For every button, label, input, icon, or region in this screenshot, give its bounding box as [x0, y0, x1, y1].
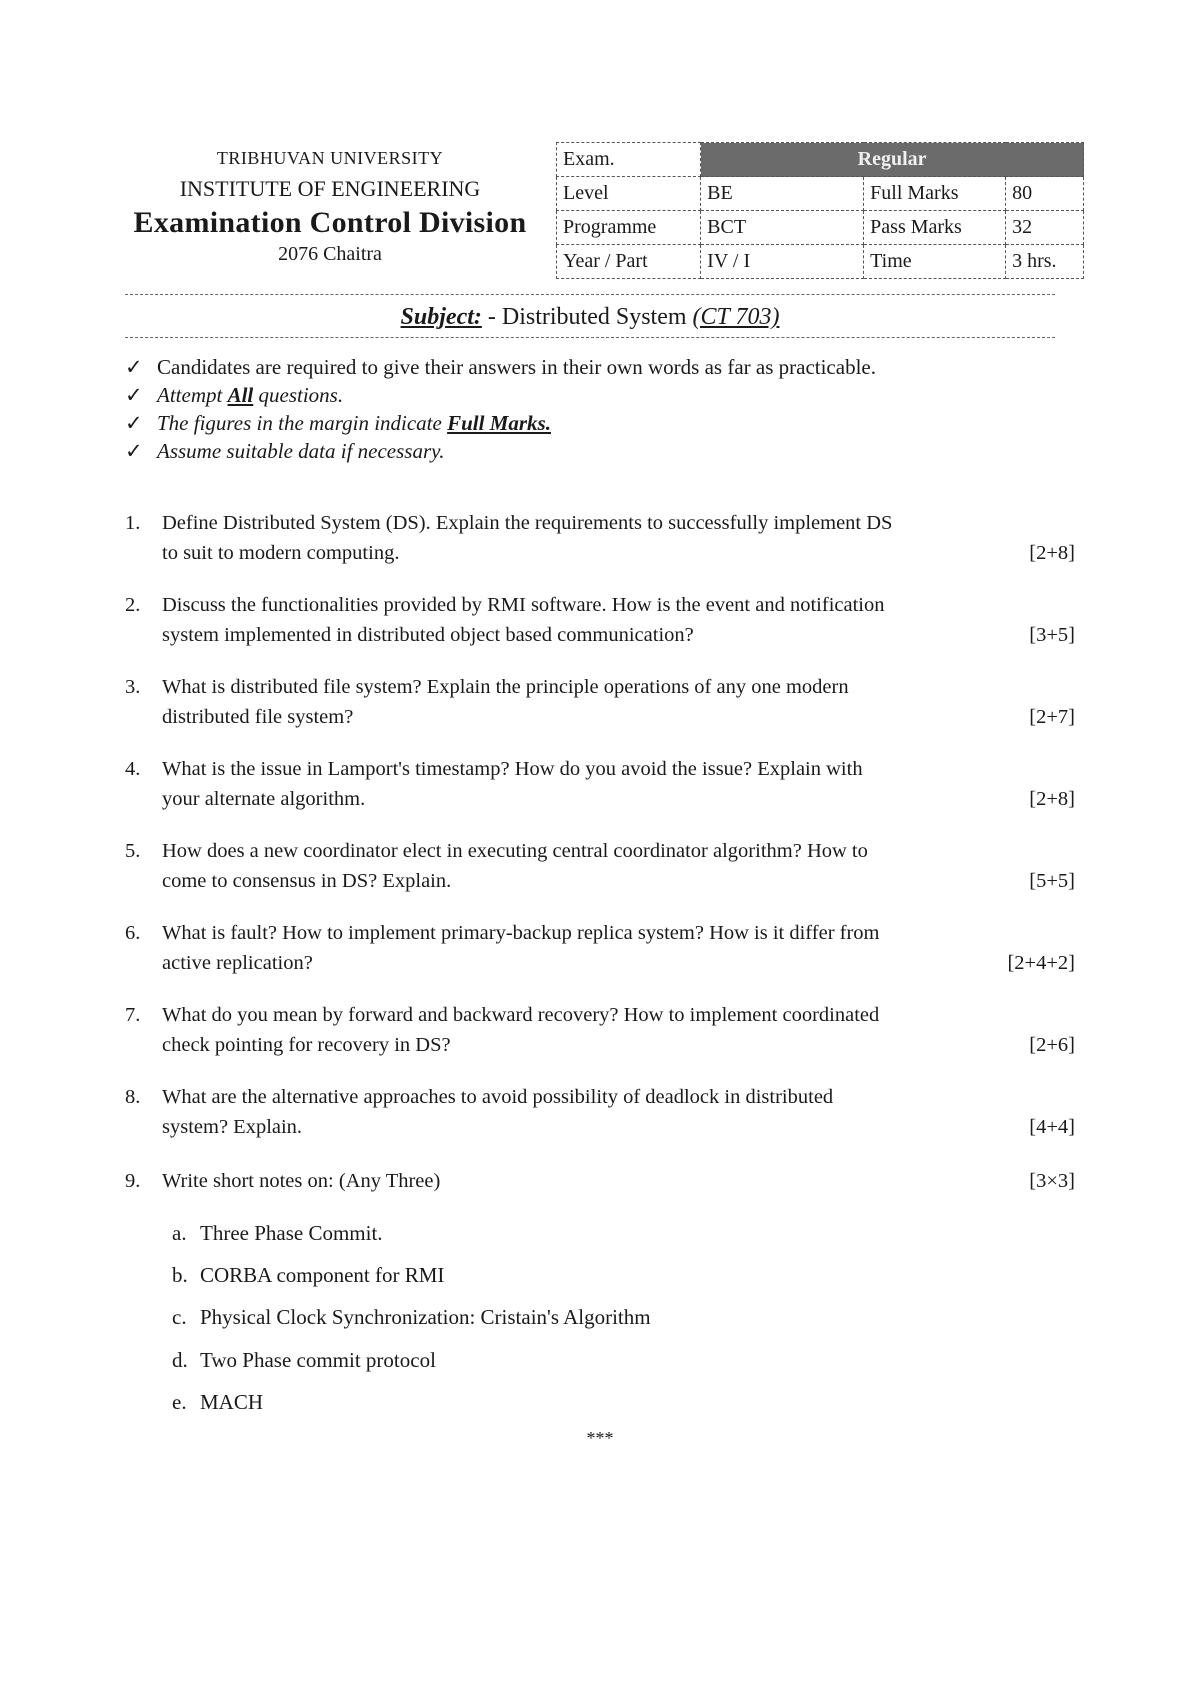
question-marks: [2+6] — [1029, 1034, 1075, 1056]
question-8 — [125, 1082, 1075, 1142]
checkmark-icon: ✓ — [125, 439, 143, 463]
question-text: distributed file system? — [162, 706, 354, 728]
programme-row — [557, 211, 1084, 245]
level-row — [557, 177, 1084, 211]
checkmark-icon: ✓ — [125, 411, 143, 435]
short-note-letter: b. — [172, 1263, 188, 1287]
question-text: check pointing for recovery in DS? — [162, 1034, 451, 1056]
programme-label: Programme — [557, 211, 701, 245]
instruction-text: Assume suitable data if necessary. — [157, 439, 445, 463]
question-marks: [3×3] — [1029, 1170, 1075, 1192]
instruction-emphasis: All — [227, 383, 254, 407]
exam-session: 2076 Chaitra — [278, 243, 382, 265]
time-label: Time — [864, 245, 1006, 279]
checkmark-icon: ✓ — [125, 383, 143, 407]
question-text: Discuss the functionalities provided by RMI software. How is the event and notification — [162, 594, 885, 616]
instruction-text: The figures in the margin indicate — [157, 411, 448, 435]
short-note-text: Physical Clock Synchronization: Cristain's Algorithm — [200, 1305, 651, 1329]
question-9 — [125, 1166, 1075, 1196]
question-6 — [125, 918, 1075, 978]
short-note-c — [172, 1305, 651, 1330]
question-text: system implemented in distributed object based communication? — [162, 624, 694, 646]
question-number: 1. — [125, 512, 141, 534]
question-number: 3. — [125, 676, 141, 698]
question-7 — [125, 1000, 1075, 1060]
level-label: Level — [557, 177, 701, 211]
time-value: 3 hrs. — [1006, 245, 1084, 279]
question-text: How does a new coordinator elect in executing central coordinator algorithm? How to — [162, 840, 868, 862]
question-marks: [2+8] — [1029, 542, 1075, 564]
question-marks: [2+4+2] — [1007, 952, 1075, 974]
question-text: system? Explain. — [162, 1116, 303, 1138]
subject-code: (CT 703) — [692, 304, 780, 330]
instruction-text: Attempt — [157, 383, 228, 407]
pass-marks-value: 32 — [1006, 211, 1084, 245]
instruction-2 — [125, 383, 343, 408]
short-note-b — [172, 1263, 444, 1288]
programme-value: BCT — [701, 211, 864, 245]
question-text: your alternate algorithm. — [162, 788, 366, 810]
instruction-emphasis: Full Marks. — [447, 411, 551, 435]
full-marks-label: Full Marks — [864, 177, 1006, 211]
question-marks: [2+7] — [1029, 706, 1075, 728]
year-part-value: IV / I — [701, 245, 864, 279]
instruction-text: Candidates are required to give their answers in their own words as far as practicable. — [157, 355, 876, 379]
question-number: 7. — [125, 1004, 141, 1026]
question-number: 4. — [125, 758, 141, 780]
year-part-row — [557, 245, 1084, 279]
question-marks: [5+5] — [1029, 870, 1075, 892]
question-text: active replication? — [162, 952, 313, 974]
short-note-text: MACH — [200, 1390, 264, 1414]
question-number: 2. — [125, 594, 141, 616]
question-text: Write short notes on: (Any Three) — [162, 1170, 441, 1192]
university-name: TRIBHUVAN UNIVERSITY — [216, 148, 444, 168]
question-4 — [125, 754, 1075, 814]
short-note-letter: c. — [172, 1305, 187, 1329]
question-text: What is the issue in Lamport's timestamp? How do you avoid the issue? Explain with — [162, 758, 863, 780]
question-text: come to consensus in DS? Explain. — [162, 870, 452, 892]
short-note-text: CORBA component for RMI — [200, 1263, 445, 1287]
instruction-3 — [125, 411, 551, 436]
short-note-text: Two Phase commit protocol — [200, 1348, 436, 1372]
question-text: to suit to modern computing. — [162, 542, 400, 564]
end-mark: *** — [586, 1428, 614, 1448]
question-5 — [125, 836, 1075, 896]
question-text: What are the alternative approaches to avoid possibility of deadlock in distributed — [162, 1086, 834, 1108]
level-value: BE — [701, 177, 864, 211]
subject-label: Subject: — [400, 304, 482, 330]
short-note-e — [172, 1390, 263, 1415]
year-part-label: Year / Part — [557, 245, 701, 279]
divider-bottom — [125, 337, 1055, 338]
pass-marks-label: Pass Marks — [864, 211, 1006, 245]
subject-line — [125, 304, 1055, 331]
question-marks: [2+8] — [1029, 788, 1075, 810]
institute-name: INSTITUTE OF ENGINEERING — [179, 176, 481, 201]
instruction-text: questions. — [253, 383, 344, 407]
instruction-4 — [125, 439, 445, 464]
question-2 — [125, 590, 1075, 650]
question-number: 8. — [125, 1086, 141, 1108]
exam-type-value: Regular — [701, 143, 1084, 177]
question-text: Define Distributed System (DS). Explain the requirements to successfully implement DS — [162, 512, 893, 534]
question-3 — [125, 672, 1075, 732]
checkmark-icon: ✓ — [125, 355, 143, 379]
question-text: What do you mean by forward and backward recovery? How to implement coordinated — [162, 1004, 880, 1026]
question-1 — [125, 508, 1075, 568]
short-note-letter: a. — [172, 1221, 187, 1245]
short-note-letter: d. — [172, 1348, 188, 1372]
subject-name: - Distributed System — [487, 304, 687, 330]
question-text: What is distributed file system? Explain the principle operations of any one modern — [162, 676, 849, 698]
question-text: What is fault? How to implement primary-backup replica system? How is it differ from — [162, 922, 880, 944]
question-marks: [4+4] — [1029, 1116, 1075, 1138]
exam-label: Exam. — [557, 143, 701, 177]
question-number: 6. — [125, 922, 141, 944]
full-marks-value: 80 — [1006, 177, 1084, 211]
exam-row — [557, 143, 1084, 177]
question-number: 9. — [125, 1170, 141, 1192]
question-marks: [3+5] — [1029, 624, 1075, 646]
question-number: 5. — [125, 840, 141, 862]
instruction-1 — [125, 355, 876, 380]
short-note-d — [172, 1348, 436, 1373]
divider-top — [125, 294, 1055, 295]
division-name: Examination Control Division — [133, 206, 527, 239]
short-note-letter: e. — [172, 1390, 187, 1414]
exam-info-table — [556, 142, 1084, 279]
short-note-a — [172, 1221, 383, 1246]
short-note-text: Three Phase Commit. — [200, 1221, 383, 1245]
